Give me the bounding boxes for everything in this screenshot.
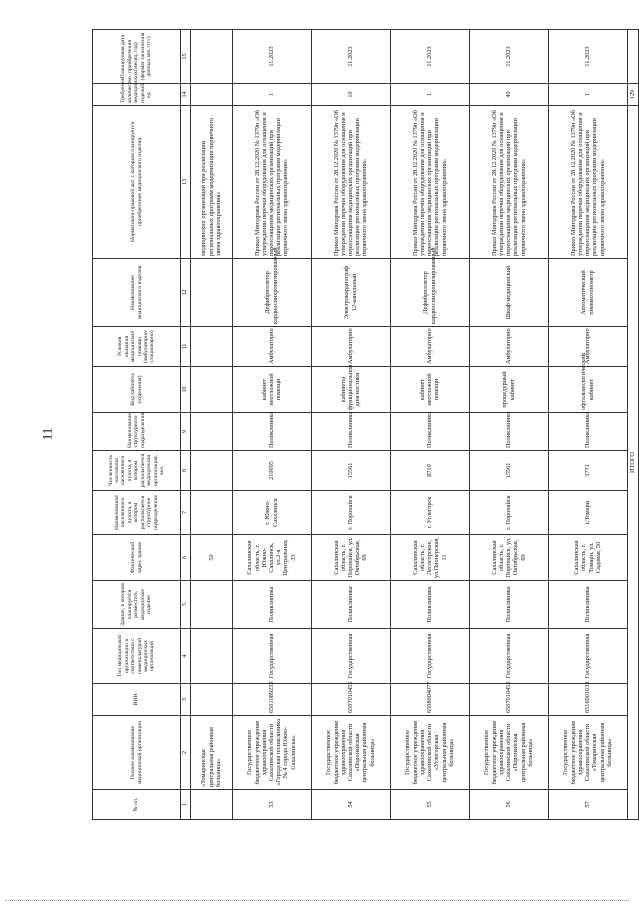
cell-device: Автоматический пневмотонометр — [548, 259, 627, 327]
cell-org: Государственное бюджетное учреждение здравоохранения Сахалинской области «Поронайская центральная районная больница» — [469, 716, 548, 790]
column-number: 13 — [181, 106, 191, 259]
total-label: ИТОГО — [627, 106, 638, 820]
cell-type: Государственная — [548, 629, 627, 684]
header-cell: Наименование структурного подразделения — [93, 413, 181, 451]
cell-cabinet — [190, 367, 232, 413]
cell-org: Государственное бюджетное учреждение здравоохранения Сахалинской области «Углегорская центральная районная больница» — [390, 716, 469, 790]
column-number: 1 — [181, 790, 191, 820]
cell-date: 11.2023 — [390, 30, 469, 84]
cell-date: 11.2023 — [469, 30, 548, 84]
cell-city: г. Поронайск — [469, 491, 548, 535]
cell-population: 210695 — [232, 451, 311, 491]
column-number: 9 — [181, 413, 191, 451]
cell-cabinet: кабинет неотложной помощи — [232, 367, 311, 413]
column-number: 14 — [181, 84, 191, 106]
header-cell: Наименование населенного пункта, в котором располагается структурное подразделение — [93, 491, 181, 535]
column-number: 12 — [181, 259, 191, 327]
cell-unit — [190, 413, 232, 451]
cell-condition: Амбулаторно — [548, 327, 627, 367]
column-number: 2 — [181, 716, 191, 790]
cell-n — [190, 790, 232, 820]
cell-city — [190, 491, 232, 535]
total-qty: 129 — [627, 84, 638, 106]
cell-condition — [190, 327, 232, 367]
column-number: 11 — [181, 327, 191, 367]
header-cell: Требуемое количество медицинских изделий, ед. — [93, 84, 181, 106]
cell-condition: Амбулаторно — [232, 327, 311, 367]
column-number: 4 — [181, 629, 191, 684]
cell-building: Поликлиника — [469, 581, 548, 629]
header-cell: Фактический адрес здания — [93, 535, 181, 581]
cell-city: г. Южно-Сахалинск — [232, 491, 311, 535]
cell-cabinet: кабинеты функциональной диагностики — [311, 367, 390, 413]
column-number-row — [181, 30, 191, 820]
cell-date: 11.2023 — [232, 30, 311, 84]
cell-device: Шкаф медицинский — [469, 259, 548, 327]
cell-inn: 6507010455 — [311, 684, 390, 716]
cell-unit: Поликлиника — [232, 413, 311, 451]
cell-n: 53 — [232, 790, 311, 820]
cell-qty: 10 — [311, 84, 390, 106]
cell-device: Электрокардиограф 12-канальный — [311, 259, 390, 327]
cell-inn: 6508004077 — [390, 684, 469, 716]
cell-n: 56 — [469, 790, 548, 820]
cell-type: Государственная — [232, 629, 311, 684]
cell-type: Государственная — [390, 629, 469, 684]
cell-n: 55 — [390, 790, 469, 820]
cell-act: Приказ Минздрава России от 28.12.2020 № 1379н «Об утверждении перечня оборудования для оснащения и переоснащения медицинских организаций при реализации региональных программ модернизации первичного звена здравоохранения» — [232, 106, 311, 259]
cell-n: 57 — [548, 790, 627, 820]
cell-address: Сахалинская область, г. Поронайск, ул. Октябрьская, 69 — [311, 535, 390, 581]
cell-date — [190, 30, 232, 84]
cell-condition: Амбулаторно — [311, 327, 390, 367]
header-cell: Численность населения населенного пункта, в котором располагается медицинская организация, чел. — [93, 451, 181, 491]
column-number: 8 — [181, 451, 191, 491]
cell-address: 50 — [190, 535, 232, 581]
cell-date — [627, 30, 638, 84]
cell-building: Поликлиника — [232, 581, 311, 629]
cell-device — [190, 259, 232, 327]
cell-org: «Томаринская центральная районная больница» — [190, 716, 232, 790]
cell-inn: 6501089233 — [232, 684, 311, 716]
header-cell: Планируемая дата приобретения (месяц, год) (формат заполнения данных мм. гггг) — [93, 30, 181, 84]
header-cell: № пп. — [93, 790, 181, 820]
header-row — [93, 30, 181, 820]
cell-n: 54 — [311, 790, 390, 820]
cell-qty: 1 — [548, 84, 627, 106]
cell-date: 11.2023 — [548, 30, 627, 84]
column-number: 15 — [181, 30, 191, 84]
cell-unit: Поликлиника — [311, 413, 390, 451]
cell-population — [190, 451, 232, 491]
cell-inn: 6516001633 — [548, 684, 627, 716]
cell-city: г. Поронайск — [311, 491, 390, 535]
cell-address: Сахалинская область, г. Томари, ул. Садовая, 50 — [548, 535, 627, 581]
table-row — [311, 30, 390, 820]
cell-act: Приказ Минздрава России от 28.12.2020 № 1379н «Об утверждении перечня оборудования для оснащения и переоснащения медицинских организаций при реализации региональных программ модернизации первичного звена здравоохранения» — [548, 106, 627, 259]
cell-cabinet: офтальмологический кабинет — [548, 367, 627, 413]
cell-qty — [190, 84, 232, 106]
cell-building: Поликлиника — [311, 581, 390, 629]
cell-unit: Поликлиника — [469, 413, 548, 451]
total-row — [627, 30, 638, 820]
cell-org: Государственное бюджетное учреждение здравоохранения Сахалинской области «Городская поликлиника № 4 города Южно-Сахалинска» — [232, 716, 311, 790]
cell-qty: 1 — [232, 84, 311, 106]
cell-type: Государственная — [311, 629, 390, 684]
footer-divider — [5, 900, 629, 901]
column-number: 7 — [181, 491, 191, 535]
header-cell: Вид кабинета (отделения) — [93, 367, 181, 413]
table-row — [232, 30, 311, 820]
column-number: 3 — [181, 684, 191, 716]
cell-city: г.Томари — [548, 491, 627, 535]
header-cell: ИНН — [93, 684, 181, 716]
header-cell: Условия оказания медицинской помощи (амбулаторно/стационарно) — [93, 327, 181, 367]
cell-act: медицинских организаций при реализации региональных программ модернизации первичного звена здравоохранения» — [190, 106, 232, 259]
header-cell: Полное наименование медицинской организации — [93, 716, 181, 790]
cell-date: 11.2023 — [311, 30, 390, 84]
cell-device: Дефибриллятор кардиосинхронизированный — [232, 259, 311, 327]
table-row — [469, 30, 548, 820]
cell-address: Сахалинская область, г. Южно-Сахалинск, ул.2-я Центральная, 33 — [232, 535, 311, 581]
cell-city: г. Углегорск — [390, 491, 469, 535]
column-number: 10 — [181, 367, 191, 413]
column-number: 6 — [181, 535, 191, 581]
continuation-row — [190, 30, 232, 820]
rotated-table-wrapper — [92, 30, 639, 820]
cell-building: Поликлиника — [390, 581, 469, 629]
column-number: 5 — [181, 581, 191, 629]
header-cell: Тип медицинской организации в соответствии с номенклатурой медицинских организаций — [93, 629, 181, 684]
cell-population: 15561 — [311, 451, 390, 491]
header-cell: Нормативно-правовой акт, с которым планируется приобретение медицинского изделия — [93, 106, 181, 259]
cell-unit: Поликлиника — [390, 413, 469, 451]
header-cell: Здание, в котором планируется разместить медицинское изделие — [93, 581, 181, 629]
cell-act: Приказ Минздрава России от 28.12.2020 № 1379н «Об утверждении перечня оборудования для оснащения и переоснащения медицинских организаций при реализации региональных программ модернизации первичного звена здравоохранения» — [390, 106, 469, 259]
cell-population: 8710 — [390, 451, 469, 491]
cell-act: Приказ Минздрава России от 28.12.2020 № 1379н «Об утверждении перечня оборудования для оснащения и переоснащения медицинских организаций при реализации региональных программ модернизации первичного звена здравоохранения» — [469, 106, 548, 259]
cell-qty: 40 — [469, 84, 548, 106]
cell-building — [190, 581, 232, 629]
cell-cabinet: кабинет неотложной помощи — [390, 367, 469, 413]
equipment-table — [92, 29, 639, 820]
cell-org: Государственное бюджетное учреждение здравоохранения Сахалинской области «Поронайская центральная районная больница» — [311, 716, 390, 790]
cell-address: Сахалинская область, г. Поронайск, ул. Октябрьская, 69 — [469, 535, 548, 581]
cell-type — [190, 629, 232, 684]
page-number: 11 — [39, 427, 55, 441]
table-row — [548, 30, 627, 820]
cell-qty: 1 — [390, 84, 469, 106]
cell-population: 3771 — [548, 451, 627, 491]
cell-act: Приказ Минздрава России от 28.12.2020 № 1379н «Об утверждении перечня оборудования для оснащения и переоснащения медицинских организаций при реализации региональных программ модернизации первичного звена здравоохранения» — [311, 106, 390, 259]
header-cell: Наименование медицинского изделия — [93, 259, 181, 327]
cell-population: 15561 — [469, 451, 548, 491]
cell-inn — [190, 684, 232, 716]
cell-inn: 6507010455 — [469, 684, 548, 716]
cell-type: Государственная — [469, 629, 548, 684]
cell-building: Поликлиника — [548, 581, 627, 629]
cell-address: Сахалинская область, г. Лесогорское, ул.Пионерская, 11 — [390, 535, 469, 581]
cell-device: Дефибриллятор кардиосинхронизированный — [390, 259, 469, 327]
cell-cabinet: процедурный кабинет — [469, 367, 548, 413]
cell-condition: Амбулаторно — [469, 327, 548, 367]
cell-condition: Амбулаторно — [390, 327, 469, 367]
table-row — [390, 30, 469, 820]
cell-org: Государственное бюджетное учреждение здравоохранения Сахалинской области «Томаринская центральная районная больница» — [548, 716, 627, 790]
cell-unit: Поликлиника — [548, 413, 627, 451]
